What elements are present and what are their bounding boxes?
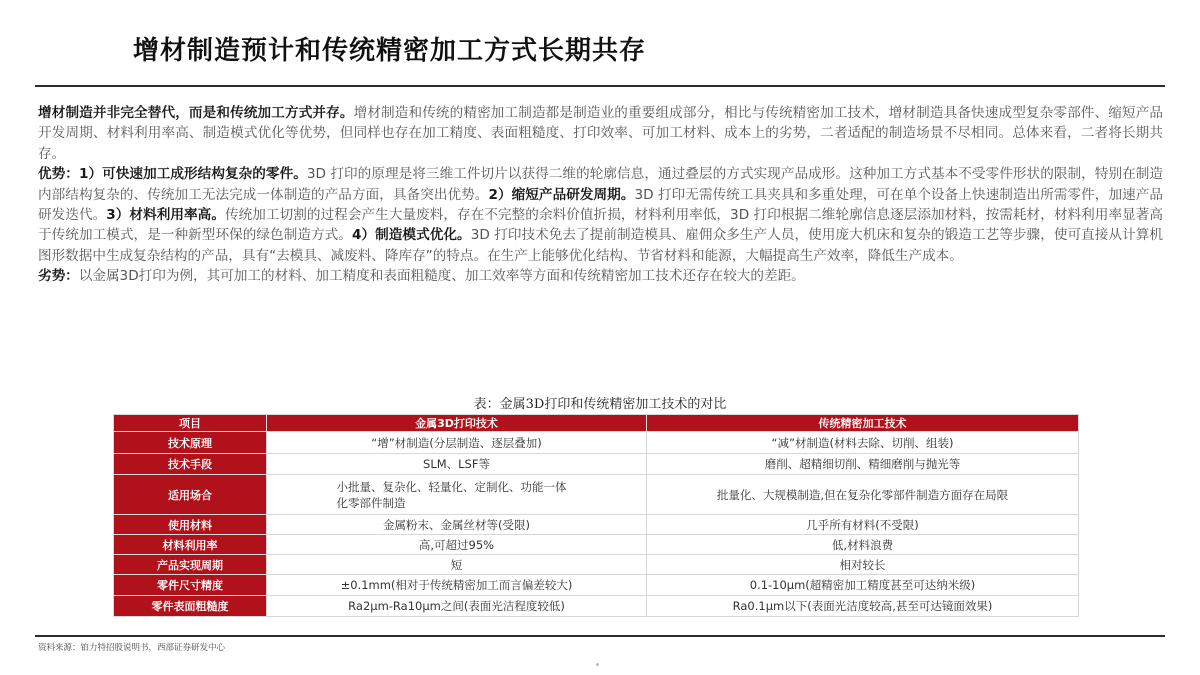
- table-row: [114, 454, 1079, 475]
- cell-3d-printing: SLM、LSF等: [267, 454, 647, 475]
- cell-traditional: 磨削、超精细切削、精细磨削与抛光等: [647, 454, 1079, 475]
- cell-3d-printing: Ra2μm-Ra10μm之间(表面光洁程度较低): [267, 596, 647, 617]
- table-row: [114, 475, 1079, 515]
- paragraph-1-lead: 增材制造并非完全替代，而是和传统加工方式并存。: [38, 105, 354, 121]
- row-label: 零件表面粗糙度: [114, 596, 267, 617]
- header-traditional: 传统精密加工技术: [647, 415, 1079, 432]
- advantage-3-text: 传统加工切割的过程会产生大量废料，存在不完整的余料价值折损，材料利用率低，3D 打印根据二维轮廓信息逐层添加材料，按需耗材，材料利用率显著高于传统加工模式，是一种新型环保的绿色制造方式。: [38, 207, 1163, 244]
- paragraph-1: [38, 103, 1163, 164]
- table-row: [114, 432, 1079, 454]
- paragraph-3: [38, 266, 1163, 286]
- page-indicator-dot: [596, 663, 599, 666]
- table-header-row: [114, 415, 1079, 432]
- cell-3d-printing: ±0.1mm(相对于传统精密加工而言偏差较大): [267, 575, 647, 596]
- row-label: 技术原理: [114, 432, 267, 454]
- cell-3d-printing-text: 小批量、复杂化、轻量化、定制化、功能一体化零部件制造: [336, 479, 567, 510]
- table-row: [114, 515, 1079, 535]
- cell-3d-printing: [267, 475, 647, 515]
- cell-3d-printing: 短: [267, 555, 647, 575]
- cell-traditional: Ra0.1μm以下(表面光洁度较高,甚至可达镜面效果): [647, 596, 1079, 617]
- cell-traditional: “减”材制造(材料去除、切削、组装): [647, 432, 1079, 454]
- advantage-4-lead: 4）制造模式优化。: [351, 227, 471, 244]
- paragraph-2: [38, 164, 1163, 266]
- row-label: 使用材料: [114, 515, 267, 535]
- table-row: [114, 575, 1079, 596]
- cell-3d-printing: 高,可超过95%: [267, 535, 647, 555]
- row-label: 零件尺寸精度: [114, 575, 267, 596]
- row-label: 材料利用率: [114, 535, 267, 555]
- cell-traditional: 批量化、大规模制造,但在复杂化零部件制造方面存在局限: [647, 475, 1079, 515]
- advantage-1-lead: 优势：1）可快速加工成形结构复杂的零件。: [38, 166, 307, 183]
- cell-traditional: 0.1-10μm(超精密加工精度甚至可达纳米级): [647, 575, 1079, 596]
- disadvantage-text: 以金属3D打印为例，其可加工的材料、加工精度和表面粗糙度、加工效率等方面和传统精密加工技术还存在较大的差距。: [78, 268, 805, 285]
- cell-traditional: 相对较长: [647, 555, 1079, 575]
- header-3d-printing: 金属3D打印技术: [267, 415, 647, 432]
- advantage-2-lead: 2）缩短产品研发周期。: [488, 186, 635, 203]
- bottom-divider: [35, 635, 1165, 637]
- disadvantage-lead: 劣势：: [38, 268, 79, 285]
- header-item: 项目: [114, 415, 267, 432]
- comparison-table: [113, 414, 1079, 617]
- cell-3d-printing: “增”材制造(分层制造、逐层叠加): [267, 432, 647, 454]
- page-title: 增材制造预计和传统精密加工方式长期共存: [133, 36, 647, 66]
- advantage-1-text: 3D 打印的原理是将三维工件切片以获得二维的轮廓信息，通过叠层的方式实现产品成形。这种加工方式基本不受零件形状的限制，特别在制造内部结构复杂的、传统加工无法完成一体制造的产品方面，具备突出优势。: [38, 166, 1163, 203]
- body-text: [38, 103, 1163, 287]
- row-label: 技术手段: [114, 454, 267, 475]
- advantage-4-text: 3D 打印技术免去了提前制造模具、雇佣众多生产人员，使用庞大机床和复杂的锻造工艺等步骤，使可直接从计算机图形数据中生成复杂结构的产品，具有“去模具、减废料、降库存”的特点。在生产上能够优化结构、节省材料和能源，大幅提高生产效率，降低生产成本。: [38, 227, 1163, 264]
- top-divider: [35, 85, 1165, 87]
- paragraph-1-text: 增材制造和传统的精密加工制造都是制造业的重要组成部分，相比与传统精密加工技术，增材制造具备快速成型复杂零部件、缩短产品开发周期、材料利用率高、制造模式优化等优势，但同样也存在加工精度、表面粗糙度、打印效率、可加工材料、成本上的劣势，二者适配的制造场景不尽相同。总体来看，二者将长期共存。: [38, 105, 1164, 162]
- table-caption: 表：金属3D打印和传统精密加工技术的对比: [473, 397, 727, 412]
- cell-3d-printing: 金属粉末、金属丝材等(受限): [267, 515, 647, 535]
- row-label: 产品实现周期: [114, 555, 267, 575]
- table-row: [114, 555, 1079, 575]
- source-note: 资料来源：铂力特招股说明书，西部证券研发中心: [38, 643, 226, 653]
- table-row: [114, 596, 1079, 617]
- advantage-3-lead: 3）材料利用率高。: [106, 207, 225, 224]
- advantage-2-text: 3D 打印无需传统工具夹具和多重处理，可在单个设备上快速制造出所需零件，加速产品研发迭代。: [38, 186, 1164, 224]
- row-label: 适用场合: [114, 475, 267, 515]
- cell-traditional: 几乎所有材料(不受限): [647, 515, 1079, 535]
- cell-traditional: 低,材料浪费: [647, 535, 1079, 555]
- table-row: [114, 535, 1079, 555]
